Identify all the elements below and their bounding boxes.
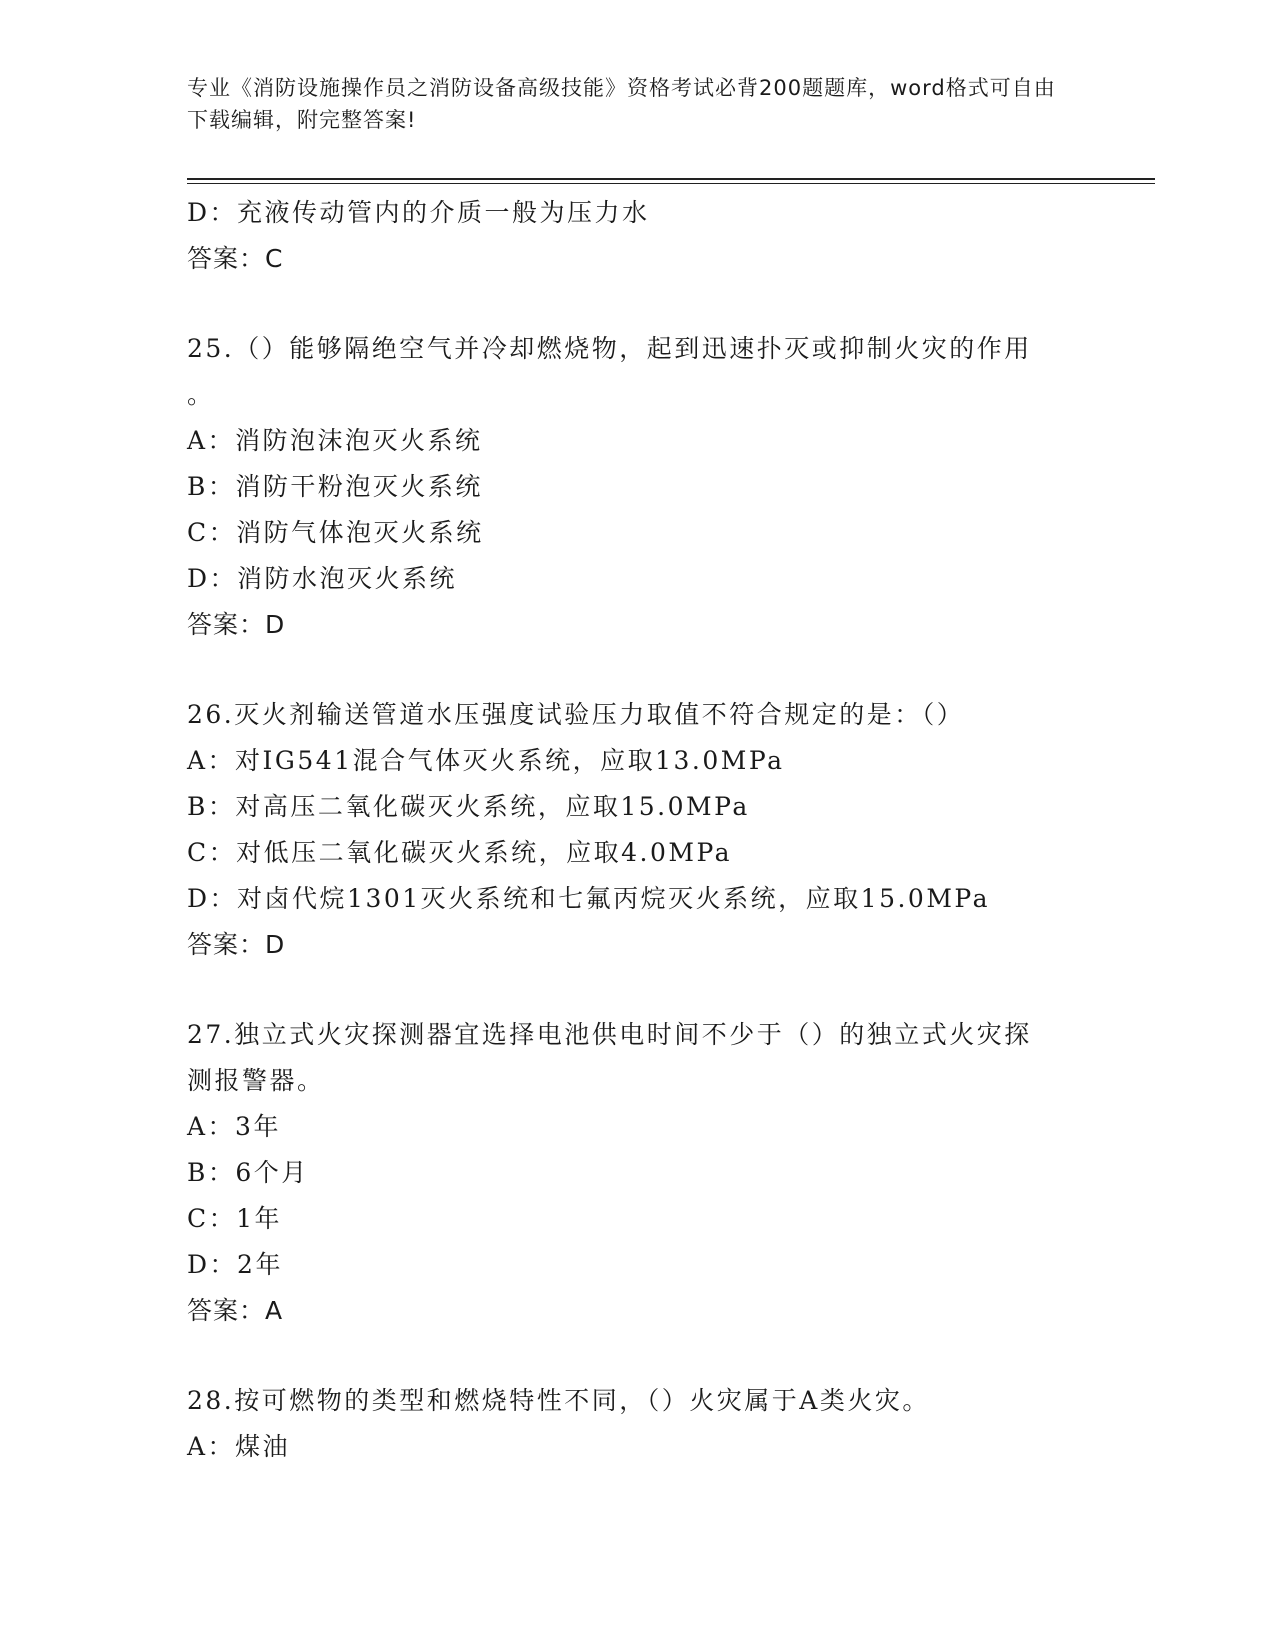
prev-question-tail [187,190,1087,282]
option-d: D：消防水泡灭火系统 [187,564,458,593]
question-26 [187,692,1087,968]
option-c: C：对低压二氧化碳灭火系统，应取4.0MPa [187,838,733,867]
option-b: B：6个月 [187,1158,309,1187]
option-b: B：对高压二氧化碳灭火系统，应取15.0MPa [187,792,750,821]
question-text: 28.按可燃物的类型和燃烧特性不同，（）火灾属于A类火灾。 [187,1386,930,1415]
question-content [187,190,1087,1470]
option-a: A：3年 [187,1112,281,1141]
question-28 [187,1378,1087,1470]
answer-line: 答案：D [187,930,286,959]
question-text: 26.灭火剂输送管道水压强度试验压力取值不符合规定的是：（） [187,700,965,729]
option-a: A：煤油 [187,1432,291,1461]
question-25 [187,326,1087,648]
question-text-continued: 。 [187,380,215,409]
question-27 [187,1012,1087,1334]
document-header [187,72,1067,136]
header-divider-thick [187,178,1155,180]
answer-line: 答案：D [187,610,286,639]
question-text: 27.独立式火灾探测器宜选择电池供电时间不少于（）的独立式火灾探 [187,1020,1032,1049]
question-text: 25.（）能够隔绝空气并冷却燃烧物，起到迅速扑灭或抑制火灾的作用 [187,334,1032,363]
option-a: A：对IG541混合气体灭火系统，应取13.0MPa [187,746,785,775]
option-d: D：2年 [187,1250,283,1279]
answer-line: 答案：A [187,1296,284,1325]
option-c: C：1年 [187,1204,283,1233]
option-d: D：充液传动管内的介质一般为压力水 [187,198,650,227]
option-b: B：消防干粉泡灭火系统 [187,472,483,501]
option-c: C：消防气体泡灭火系统 [187,518,484,547]
header-divider-thin [187,183,1155,184]
option-a: A：消防泡沫泡灭火系统 [187,426,483,455]
option-d: D：对卤代烷1301灭火系统和七氟丙烷灭火系统，应取15.0MPa [187,884,991,913]
question-text-continued: 测报警器。 [187,1066,325,1095]
answer-line: 答案：C [187,244,284,273]
header-text: 专业《消防设施操作员之消防设备高级技能》资格考试必背200题题库，word格式可自由下载编辑，附完整答案! [187,76,1056,132]
